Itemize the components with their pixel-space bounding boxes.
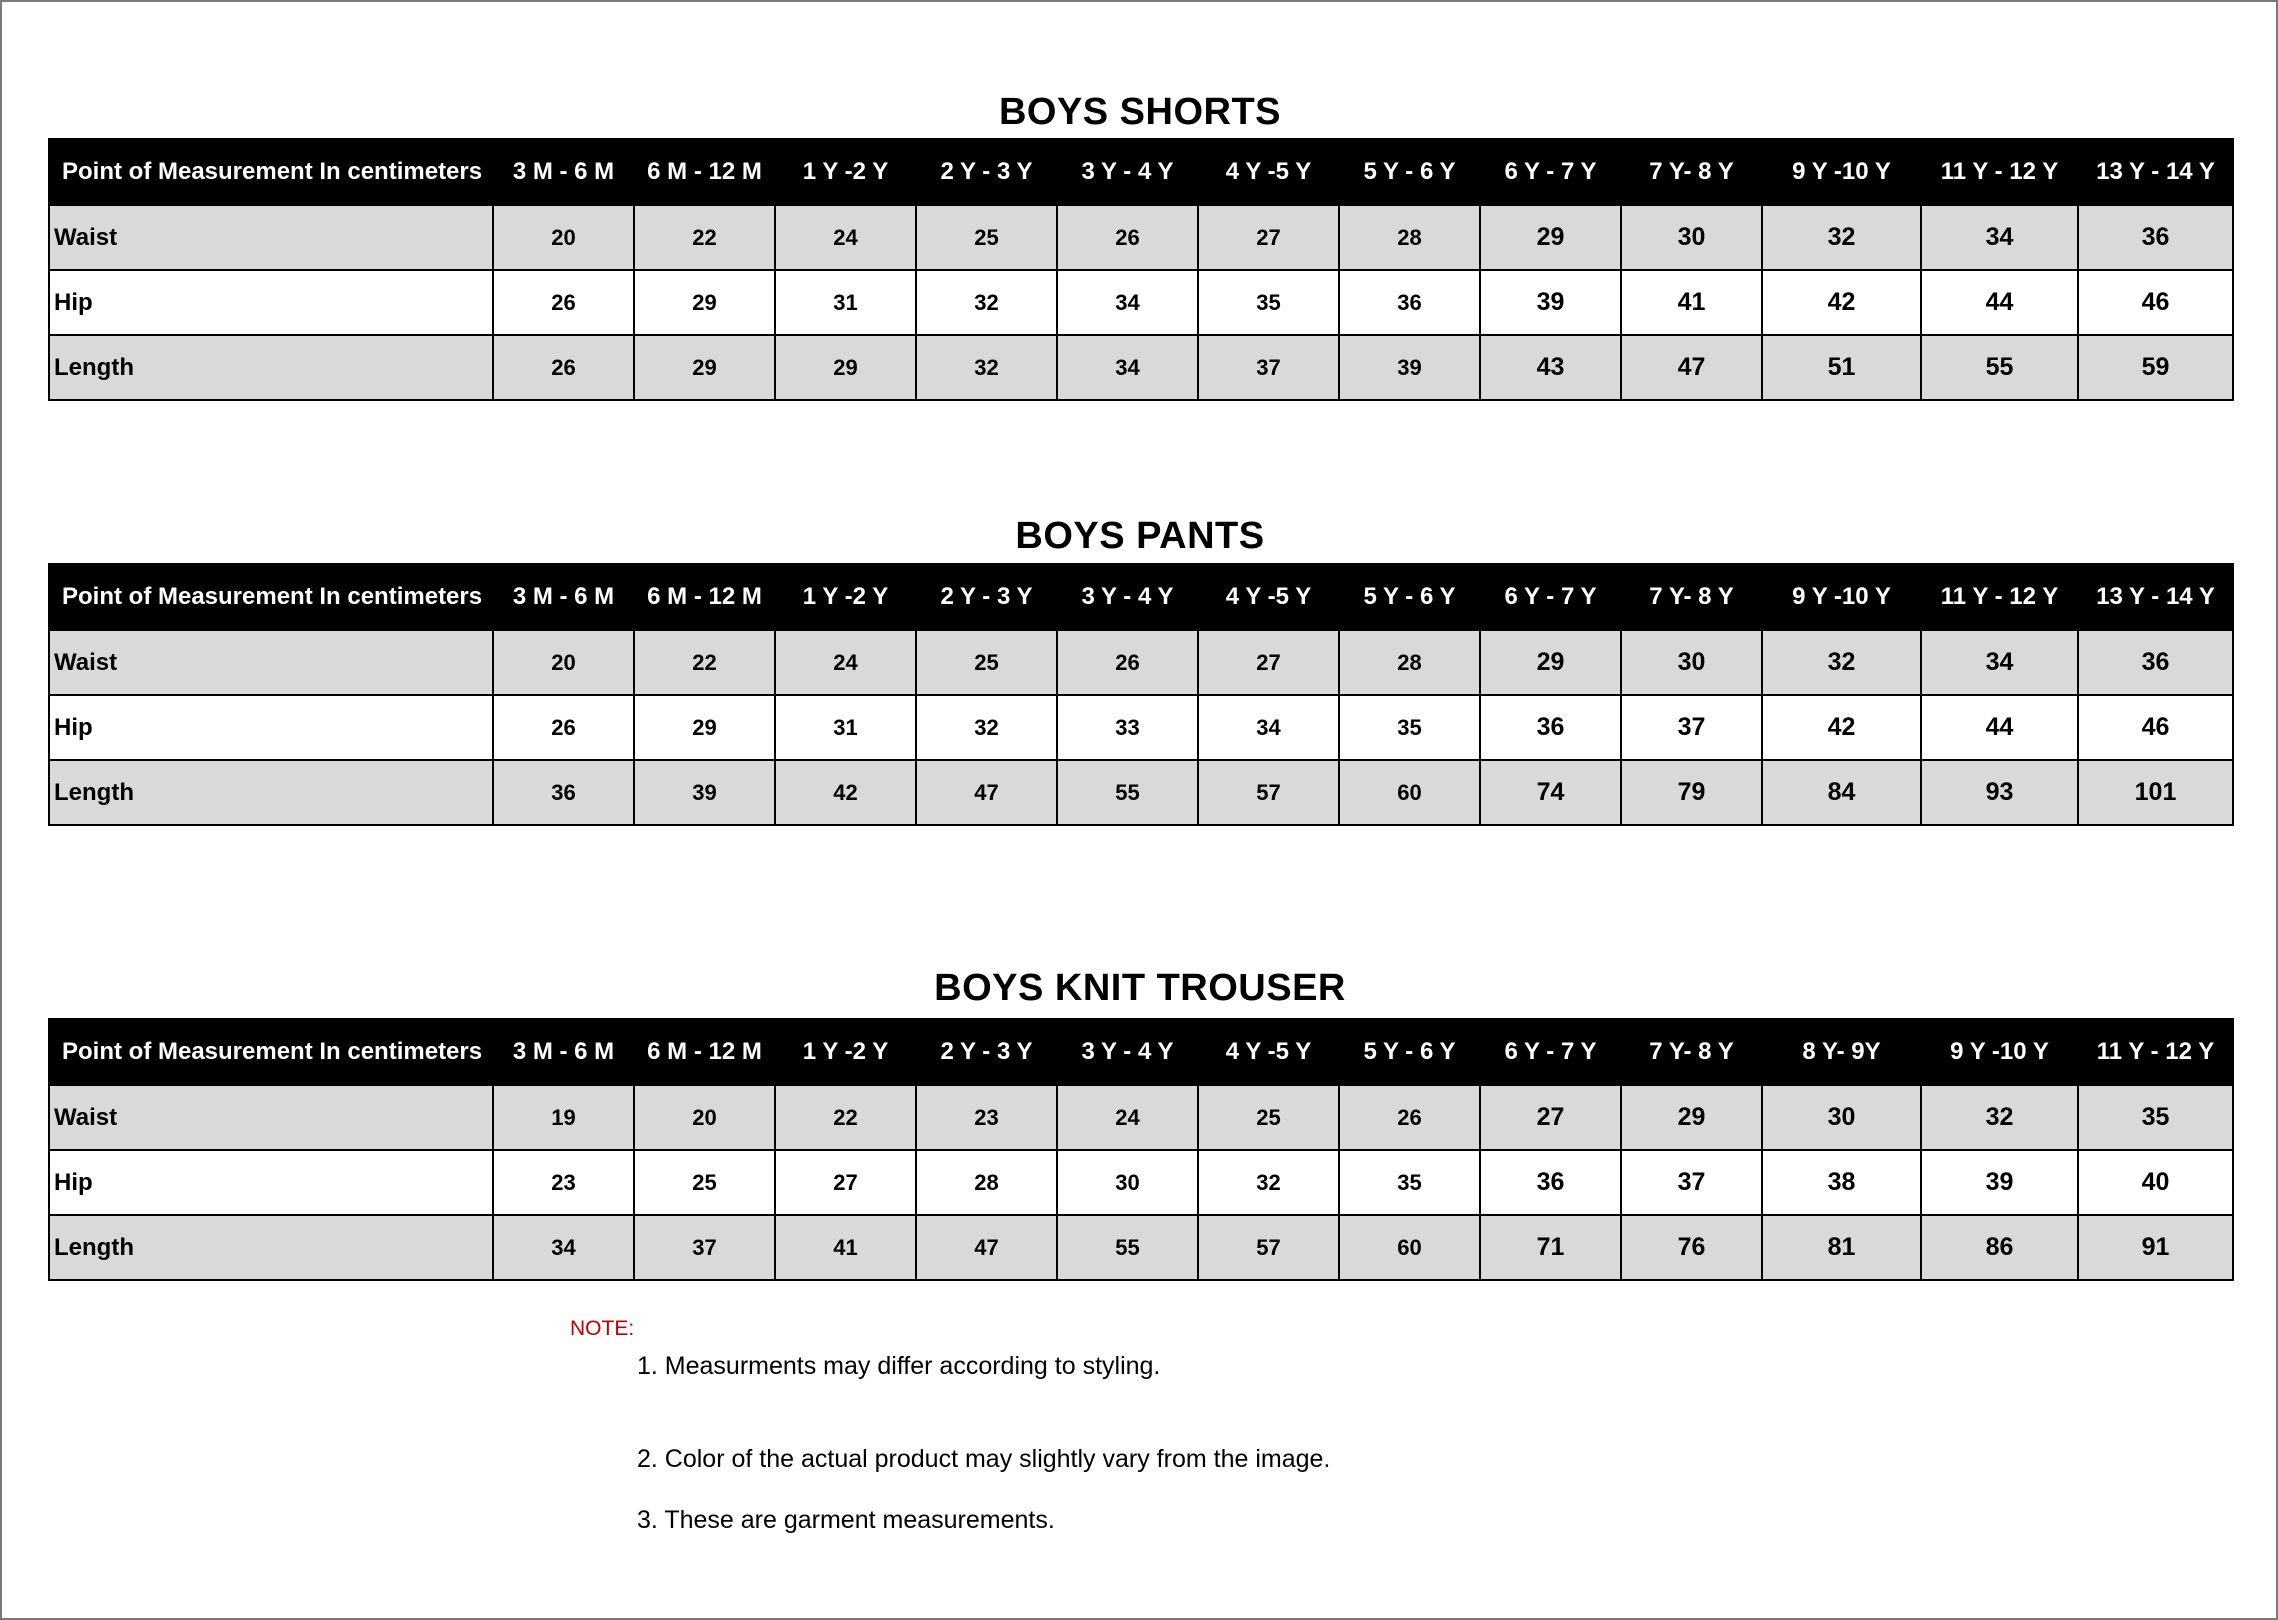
- table-cell: 29: [634, 695, 775, 760]
- table-cell: 32: [1921, 1085, 2078, 1150]
- table-cell: 60: [1339, 1215, 1480, 1280]
- column-header-size: 1 Y -2 Y: [775, 1019, 916, 1085]
- size-table-boys-knit-trouser: [48, 1018, 2234, 1281]
- section-title-boys-knit-trouser: BOYS KNIT TROUSER: [934, 967, 1346, 1009]
- column-header-size: 6 Y - 7 Y: [1480, 564, 1621, 630]
- column-header-size: 5 Y - 6 Y: [1339, 139, 1480, 205]
- section-title-boys-shorts: BOYS SHORTS: [998, 91, 1282, 133]
- table-row: [49, 630, 2233, 695]
- table-cell: 32: [916, 270, 1057, 335]
- table-cell: 32: [916, 695, 1057, 760]
- table-cell: 22: [634, 205, 775, 270]
- table-cell: 32: [1762, 205, 1921, 270]
- table-cell: 25: [1198, 1085, 1339, 1150]
- row-label: Length: [49, 335, 493, 400]
- table-cell: 84: [1762, 760, 1921, 825]
- row-label: Hip: [49, 270, 493, 335]
- column-header-size: 4 Y -5 Y: [1198, 564, 1339, 630]
- column-header-size: 6 Y - 7 Y: [1480, 1019, 1621, 1085]
- row-label: Length: [49, 1215, 493, 1280]
- column-header-size: 6 M - 12 M: [634, 139, 775, 205]
- table-cell: 37: [1621, 695, 1762, 760]
- column-header-size: 6 Y - 7 Y: [1480, 139, 1621, 205]
- table-cell: 36: [1480, 1150, 1621, 1215]
- table-cell: 36: [2078, 205, 2233, 270]
- table-cell: 28: [1339, 630, 1480, 695]
- note-line-3: 3. These are garment measurements.: [637, 1506, 1055, 1534]
- table-cell: 34: [1057, 335, 1198, 400]
- table-cell: 93: [1921, 760, 2078, 825]
- table-cell: 34: [1921, 205, 2078, 270]
- table-cell: 42: [775, 760, 916, 825]
- table-cell: 35: [2078, 1085, 2233, 1150]
- column-header-size: 7 Y- 8 Y: [1621, 1019, 1762, 1085]
- table-cell: 32: [916, 335, 1057, 400]
- table-cell: 36: [2078, 630, 2233, 695]
- table-cell: 38: [1762, 1150, 1921, 1215]
- table-cell: 59: [2078, 335, 2233, 400]
- table-cell: 37: [1198, 335, 1339, 400]
- column-header-size: 8 Y- 9Y: [1762, 1019, 1921, 1085]
- note-line-1: 1. Measurments may differ according to styling.: [637, 1352, 1161, 1380]
- table-cell: 20: [493, 205, 634, 270]
- column-header-size: 7 Y- 8 Y: [1621, 564, 1762, 630]
- table-cell: 76: [1621, 1215, 1762, 1280]
- column-header-size: 11 Y - 12 Y: [1921, 139, 2078, 205]
- table-cell: 51: [1762, 335, 1921, 400]
- table-cell: 55: [1057, 760, 1198, 825]
- table-cell: 29: [634, 270, 775, 335]
- table-cell: 47: [916, 760, 1057, 825]
- table-cell: 27: [775, 1150, 916, 1215]
- column-header-size: 3 Y - 4 Y: [1057, 1019, 1198, 1085]
- table-cell: 27: [1198, 205, 1339, 270]
- table-cell: 39: [1339, 335, 1480, 400]
- size-table-boys-shorts: [48, 138, 2234, 401]
- table-cell: 22: [634, 630, 775, 695]
- table-cell: 35: [1339, 1150, 1480, 1215]
- table-cell: 42: [1762, 695, 1921, 760]
- table-cell: 79: [1621, 760, 1762, 825]
- table-cell: 81: [1762, 1215, 1921, 1280]
- table-cell: 37: [634, 1215, 775, 1280]
- table-cell: 46: [2078, 695, 2233, 760]
- column-header-size: 3 M - 6 M: [493, 139, 634, 205]
- row-label: Hip: [49, 695, 493, 760]
- table-cell: 32: [1762, 630, 1921, 695]
- table-row: [49, 1150, 2233, 1215]
- row-label: Waist: [49, 630, 493, 695]
- table-cell: 26: [493, 270, 634, 335]
- column-header-size: 3 Y - 4 Y: [1057, 564, 1198, 630]
- table-row: [49, 1085, 2233, 1150]
- column-header-size: 11 Y - 12 Y: [1921, 564, 2078, 630]
- table-cell: 25: [916, 205, 1057, 270]
- table-cell: 91: [2078, 1215, 2233, 1280]
- table-cell: 74: [1480, 760, 1621, 825]
- row-label: Hip: [49, 1150, 493, 1215]
- table-cell: 34: [1921, 630, 2078, 695]
- section-title-boys-pants: BOYS PANTS: [1015, 515, 1265, 557]
- table-cell: 55: [1921, 335, 2078, 400]
- column-header-size: 3 Y - 4 Y: [1057, 139, 1198, 205]
- table-row: [49, 205, 2233, 270]
- table-cell: 35: [1339, 695, 1480, 760]
- table-cell: 26: [1057, 205, 1198, 270]
- column-header-size: 3 M - 6 M: [493, 1019, 634, 1085]
- table-cell: 31: [775, 695, 916, 760]
- table-cell: 31: [775, 270, 916, 335]
- table-cell: 33: [1057, 695, 1198, 760]
- table-cell: 30: [1621, 630, 1762, 695]
- table-cell: 20: [493, 630, 634, 695]
- table-cell: 40: [2078, 1150, 2233, 1215]
- table-cell: 36: [1339, 270, 1480, 335]
- column-header-size: 5 Y - 6 Y: [1339, 1019, 1480, 1085]
- table-cell: 43: [1480, 335, 1621, 400]
- table-cell: 39: [1480, 270, 1621, 335]
- column-header-size: 6 M - 12 M: [634, 564, 775, 630]
- table-header-row: [49, 564, 2233, 630]
- column-header-size: 13 Y - 14 Y: [2078, 564, 2233, 630]
- column-header-size: 3 M - 6 M: [493, 564, 634, 630]
- table-cell: 37: [1621, 1150, 1762, 1215]
- table-cell: 19: [493, 1085, 634, 1150]
- column-header-size: 7 Y- 8 Y: [1621, 139, 1762, 205]
- table-cell: 36: [1480, 695, 1621, 760]
- table-cell: 57: [1198, 760, 1339, 825]
- table-cell: 47: [916, 1215, 1057, 1280]
- column-header-size: 2 Y - 3 Y: [916, 139, 1057, 205]
- table-cell: 41: [775, 1215, 916, 1280]
- column-header-size: 9 Y -10 Y: [1921, 1019, 2078, 1085]
- table-cell: 29: [775, 335, 916, 400]
- table-cell: 34: [493, 1215, 634, 1280]
- table-row: [49, 270, 2233, 335]
- table-cell: 30: [1057, 1150, 1198, 1215]
- column-header-size: 2 Y - 3 Y: [916, 1019, 1057, 1085]
- table-cell: 39: [634, 760, 775, 825]
- column-header-measurement: Point of Measurement In centimeters: [49, 564, 493, 630]
- size-table-boys-pants: [48, 563, 2234, 826]
- table-header-row: [49, 139, 2233, 205]
- table-cell: 101: [2078, 760, 2233, 825]
- table-cell: 23: [493, 1150, 634, 1215]
- row-label: Waist: [49, 1085, 493, 1150]
- table-row: [49, 695, 2233, 760]
- table-cell: 26: [1057, 630, 1198, 695]
- table-cell: 29: [1480, 630, 1621, 695]
- table-cell: 24: [1057, 1085, 1198, 1150]
- table-cell: 34: [1198, 695, 1339, 760]
- table-cell: 29: [1621, 1085, 1762, 1150]
- note-line-2: 2. Color of the actual product may slightly vary from the image.: [637, 1445, 1331, 1473]
- table-row: [49, 1215, 2233, 1280]
- table-cell: 28: [916, 1150, 1057, 1215]
- column-header-size: 6 M - 12 M: [634, 1019, 775, 1085]
- column-header-measurement: Point of Measurement In centimeters: [49, 1019, 493, 1085]
- table-cell: 86: [1921, 1215, 2078, 1280]
- column-header-size: 9 Y -10 Y: [1762, 139, 1921, 205]
- table-cell: 39: [1921, 1150, 2078, 1215]
- table-cell: 44: [1921, 695, 2078, 760]
- table-cell: 29: [634, 335, 775, 400]
- column-header-size: 5 Y - 6 Y: [1339, 564, 1480, 630]
- row-label: Waist: [49, 205, 493, 270]
- table-row: [49, 760, 2233, 825]
- table-cell: 44: [1921, 270, 2078, 335]
- table-cell: 32: [1198, 1150, 1339, 1215]
- table-cell: 57: [1198, 1215, 1339, 1280]
- column-header-size: 1 Y -2 Y: [775, 139, 916, 205]
- table-cell: 71: [1480, 1215, 1621, 1280]
- table-cell: 24: [775, 630, 916, 695]
- table-cell: 30: [1621, 205, 1762, 270]
- table-cell: 47: [1621, 335, 1762, 400]
- table-cell: 42: [1762, 270, 1921, 335]
- note-label: NOTE:: [570, 1317, 635, 1340]
- column-header-size: 4 Y -5 Y: [1198, 139, 1339, 205]
- table-cell: 22: [775, 1085, 916, 1150]
- column-header-size: 13 Y - 14 Y: [2078, 139, 2233, 205]
- table-header-row: [49, 1019, 2233, 1085]
- table-cell: 26: [493, 695, 634, 760]
- table-cell: 60: [1339, 760, 1480, 825]
- column-header-size: 2 Y - 3 Y: [916, 564, 1057, 630]
- table-cell: 24: [775, 205, 916, 270]
- table-cell: 25: [916, 630, 1057, 695]
- column-header-size: 9 Y -10 Y: [1762, 564, 1921, 630]
- column-header-measurement: Point of Measurement In centimeters: [49, 139, 493, 205]
- table-cell: 20: [634, 1085, 775, 1150]
- table-cell: 36: [493, 760, 634, 825]
- table-cell: 29: [1480, 205, 1621, 270]
- table-cell: 23: [916, 1085, 1057, 1150]
- table-cell: 26: [493, 335, 634, 400]
- column-header-size: 1 Y -2 Y: [775, 564, 916, 630]
- row-label: Length: [49, 760, 493, 825]
- column-header-size: 4 Y -5 Y: [1198, 1019, 1339, 1085]
- table-cell: 46: [2078, 270, 2233, 335]
- table-cell: 35: [1198, 270, 1339, 335]
- table-cell: 41: [1621, 270, 1762, 335]
- table-cell: 28: [1339, 205, 1480, 270]
- table-cell: 27: [1480, 1085, 1621, 1150]
- table-cell: 25: [634, 1150, 775, 1215]
- table-cell: 26: [1339, 1085, 1480, 1150]
- table-row: [49, 335, 2233, 400]
- table-cell: 34: [1057, 270, 1198, 335]
- table-cell: 55: [1057, 1215, 1198, 1280]
- table-cell: 30: [1762, 1085, 1921, 1150]
- table-cell: 27: [1198, 630, 1339, 695]
- column-header-size: 11 Y - 12 Y: [2078, 1019, 2233, 1085]
